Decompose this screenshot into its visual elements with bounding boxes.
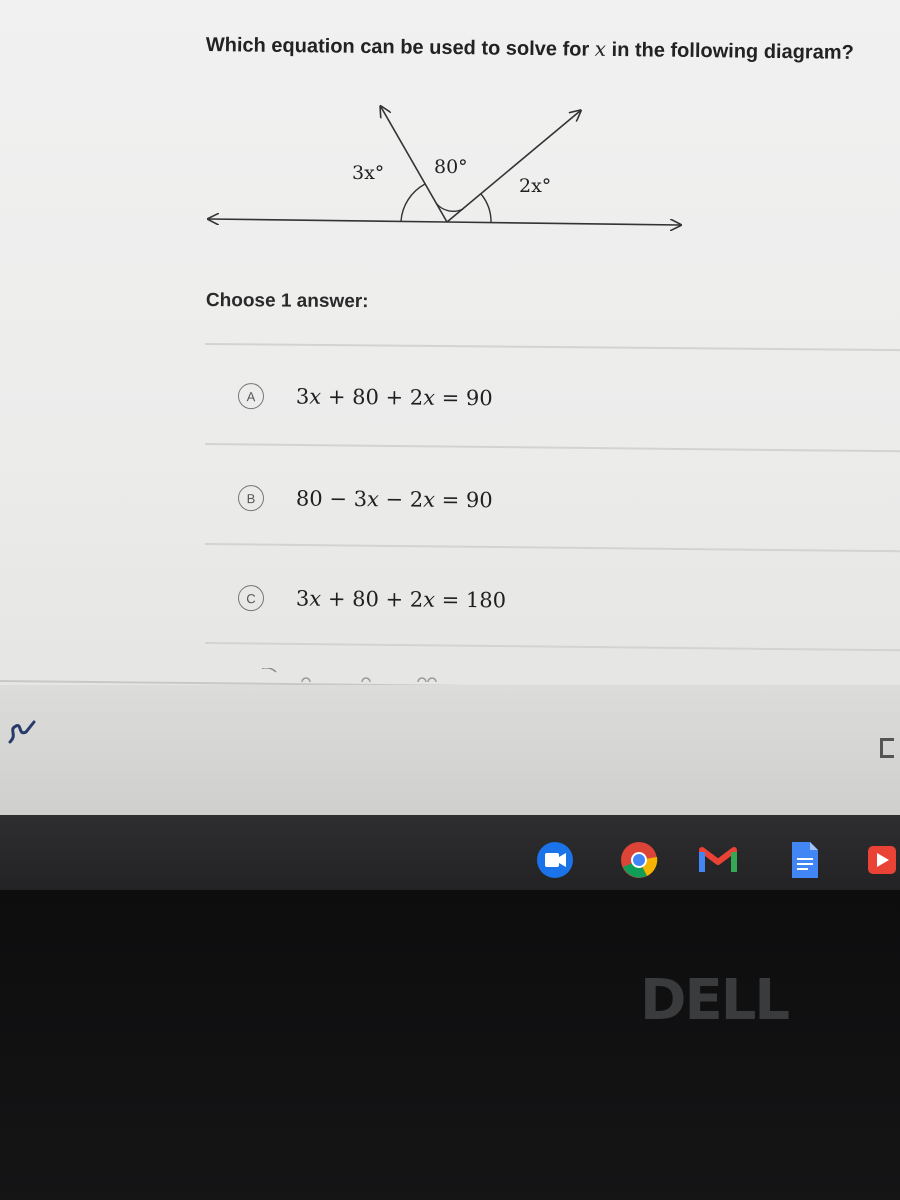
angle-label-right: 2x° bbox=[519, 175, 552, 197]
answer-option-b[interactable] bbox=[238, 480, 493, 518]
partial-option-d bbox=[262, 668, 462, 682]
bracket-icon bbox=[880, 738, 894, 758]
angle-label-middle: 80° bbox=[434, 156, 468, 178]
divider bbox=[205, 343, 900, 351]
dell-logo: DELL bbox=[640, 968, 789, 1033]
arc-right bbox=[481, 194, 491, 223]
play-store-icon[interactable] bbox=[866, 840, 900, 880]
option-letter-badge: A bbox=[238, 383, 264, 409]
laptop-bezel bbox=[0, 890, 900, 1200]
answer-option-c[interactable] bbox=[238, 580, 506, 618]
docs-icon[interactable] bbox=[784, 840, 824, 880]
divider bbox=[205, 642, 900, 651]
video-call-icon[interactable] bbox=[535, 840, 575, 880]
taskbar-shelf bbox=[0, 815, 900, 890]
divider bbox=[205, 543, 900, 552]
option-equation: 3x + 80 + 2x = 180 bbox=[295, 586, 507, 613]
baseline-left-ray bbox=[209, 219, 447, 222]
option-equation: 3x + 80 + 2x = 90 bbox=[295, 384, 493, 411]
lower-screen-area bbox=[0, 685, 900, 815]
option-equation: 80 − 3x − 2x = 90 bbox=[295, 486, 493, 513]
gmail-icon[interactable] bbox=[698, 840, 738, 880]
divider bbox=[205, 443, 900, 452]
squiggle-icon bbox=[4, 712, 44, 752]
arc-left bbox=[401, 184, 425, 221]
chrome-icon[interactable] bbox=[619, 840, 659, 880]
option-letter-badge: B bbox=[238, 485, 264, 511]
answer-option-a[interactable] bbox=[238, 378, 493, 416]
question-variable: x bbox=[594, 36, 607, 61]
option-letter-badge: C bbox=[238, 585, 264, 611]
question-text: Which equation can be used to solve for x in the following diagram? bbox=[205, 33, 854, 64]
choose-answer-label: Choose 1 answer: bbox=[205, 290, 369, 313]
angle-label-left: 3x° bbox=[352, 162, 385, 184]
baseline-right-ray bbox=[447, 222, 680, 225]
angle-diagram bbox=[195, 95, 695, 245]
